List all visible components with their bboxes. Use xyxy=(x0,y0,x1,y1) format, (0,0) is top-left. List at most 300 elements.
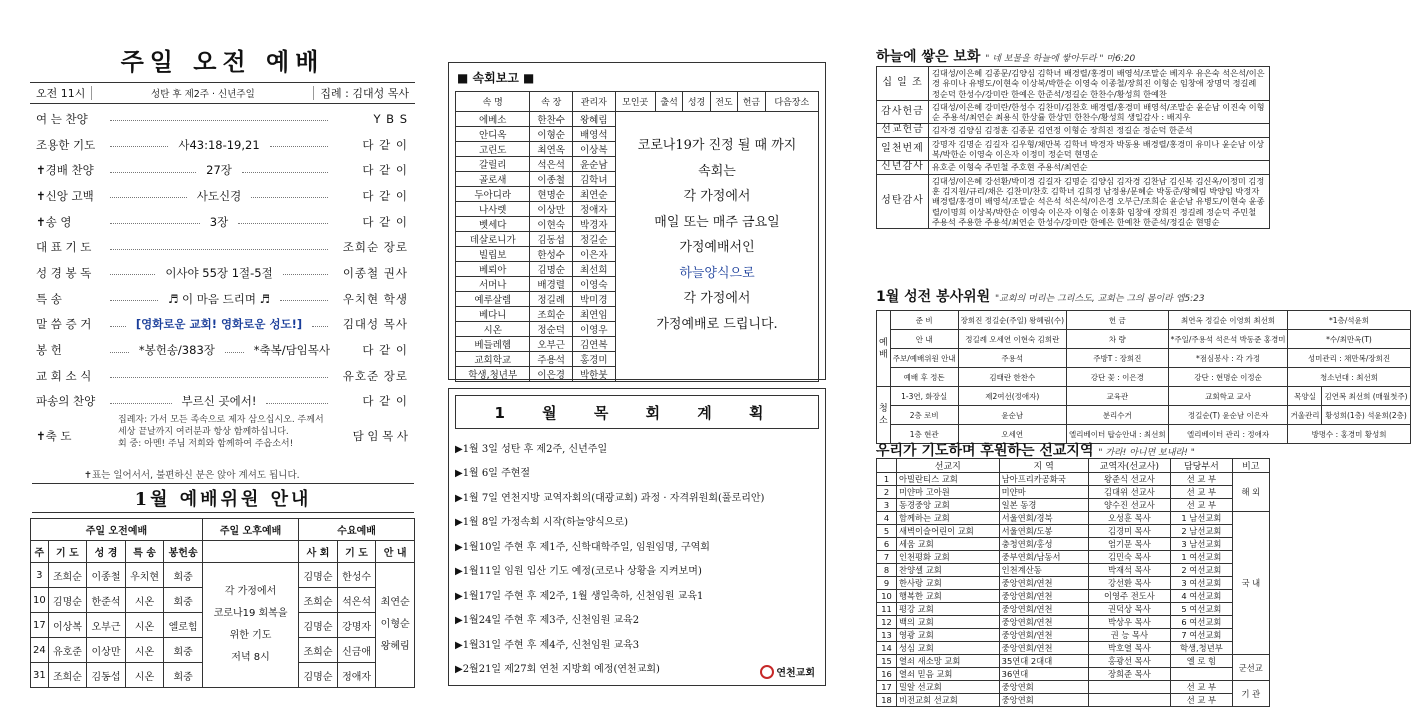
volunteers-cell: 회중 xyxy=(164,563,203,588)
missions-cell: 36연대 xyxy=(999,668,1088,681)
offering-names: 김대성/이은혜 김종문/김양심 김학녀 배경렬/홍경미 배영석/조말순 베지우 유은숙 석은석/이은경 유미나 유병도/이현숙 이상복/박한순 이영숙 이종철/장희진 이형순 임창애 장명덕 정길례 정순덕 한성수/강미란 한예은 한준석/정길순 한찬수/황성희 한예찬 xyxy=(929,67,1270,101)
offering-row xyxy=(877,174,1270,228)
monthly-plan-list xyxy=(455,435,815,680)
offering-names: 김대성/이은혜 강미란/한성수 김찬미/김찬호 배경렬/홍경미 배영석/조말순 윤순남 이진숙 이형순 주용석/최연순 최용식 한상률 한상민 한찬수/황성희 생일감사 : 배지우 xyxy=(929,100,1270,124)
church-logo: 연천교회 xyxy=(760,664,815,679)
report-cell: 윤순남 xyxy=(572,157,615,172)
volunteers-cell: 조희순 xyxy=(48,563,87,588)
missions-row xyxy=(877,681,1270,694)
report-cell: 박경자 xyxy=(572,217,615,232)
report-cell: 김명순 xyxy=(530,262,573,277)
missions-cell: 일본 동경 xyxy=(999,499,1088,512)
volunteers-cell: 이종철 xyxy=(87,563,126,588)
offering-type: 십 일 조 xyxy=(877,67,929,101)
service-time: 오전 11시 xyxy=(36,87,86,100)
missions-cell: 미얀마 xyxy=(999,486,1088,499)
order-item-leader: 다 같 이 xyxy=(362,394,409,409)
missions-cell: 엘 로 힘 xyxy=(1171,655,1232,668)
service-team-cell: 최연옥 정길순 이영희 최선희 xyxy=(1168,311,1288,330)
missions-row xyxy=(877,642,1270,655)
missions-cell: 중앙연회/연천 xyxy=(999,603,1088,616)
service-team-row xyxy=(877,311,1411,330)
volunteers-cell: 김명순 xyxy=(299,613,338,638)
order-item-leader: 다 같 이 xyxy=(362,214,408,229)
service-team-cell: 헌 금 xyxy=(1067,311,1169,330)
service-team-cell: 분리수거 xyxy=(1067,406,1169,425)
missions-cell: 2 xyxy=(877,486,897,499)
benediction-label: ✝축 도 xyxy=(36,429,72,443)
order-item-content: 3장 xyxy=(206,214,232,230)
order-item-leader: 유호준 장로 xyxy=(342,368,408,383)
report-row xyxy=(456,112,819,127)
order-item-name: ✝신앙 고백 xyxy=(36,188,94,203)
order-item-content: [영화로운 교회! 영화로운 성도!] xyxy=(132,316,306,332)
missions-cell: 박호열 목사 xyxy=(1088,642,1171,655)
offering-table xyxy=(876,66,1270,229)
missions-cell: 중앙연회/연천 xyxy=(999,629,1088,642)
missions-header: 지 역 xyxy=(999,459,1088,473)
report-cell: 김학녀 xyxy=(572,172,615,187)
service-team-cell: 오세연 xyxy=(958,425,1066,444)
report-cell: 최연순 xyxy=(572,187,615,202)
report-cell: 최선희 xyxy=(572,262,615,277)
church-logo-icon xyxy=(760,665,774,679)
missions-note: 군선교 xyxy=(1232,655,1269,681)
service-team-cell: 강단 꽃 : 이은경 xyxy=(1067,368,1169,387)
missions-cell: 1 남선교회 xyxy=(1171,512,1232,525)
volunteers-cell: 엘로힘 xyxy=(164,613,203,638)
service-team-cell: *점심봉사 : 각 가정 xyxy=(1168,349,1288,368)
missions-row xyxy=(877,590,1270,603)
order-item-leader: 조희순 장로 xyxy=(342,240,408,255)
missions-row xyxy=(877,525,1270,538)
missions-cell: 6 xyxy=(877,538,897,551)
volunteers-header: 기 도 xyxy=(337,541,376,563)
volunteers-cell: 이상만 xyxy=(87,638,126,663)
service-team-cell: 장희진 정길순(주일) 왕혜림(수) xyxy=(958,311,1066,330)
report-cell: 박미경 xyxy=(572,292,615,307)
order-item-name: 대 표 기 도 xyxy=(36,240,92,255)
afternoon-note: 각 가정에서 코로나19 회복을 위한 기도 저녁 8시 xyxy=(202,563,298,688)
report-cell: 주용석 xyxy=(530,352,573,367)
report-cell: 갈릴리 xyxy=(456,157,530,172)
report-cell: 두아디라 xyxy=(456,187,530,202)
missions-row xyxy=(877,551,1270,564)
missions-header: 교역자(선교사) xyxy=(1088,459,1171,473)
plan-item: ▶1월24일 주현 후 제3주, 신천임원 교육2 xyxy=(455,615,640,627)
missions-cell: 선 교 부 xyxy=(1171,681,1232,694)
report-cell: 시온 xyxy=(456,322,530,337)
volunteers-cell: 3 xyxy=(31,563,49,588)
service-team-row xyxy=(877,387,1411,406)
report-cell: 정애자 xyxy=(572,202,615,217)
missions-row xyxy=(877,603,1270,616)
missions-cell: 3 여선교회 xyxy=(1171,577,1232,590)
report-cell: 데살로니가 xyxy=(456,232,530,247)
report-cell: 베뢰아 xyxy=(456,262,530,277)
cell-report-title: ■ 속회보고 ■ xyxy=(457,71,535,85)
missions-row xyxy=(877,694,1270,707)
service-team-cell: 김태란 한찬수 xyxy=(958,368,1066,387)
report-message-line: 속회는 xyxy=(698,163,736,179)
report-cell: 김동섭 xyxy=(530,232,573,247)
missions-cell: 미얀마 고아원 xyxy=(897,486,1000,499)
report-message-line: 매일 또는 매주 금요일 xyxy=(654,214,780,230)
report-header: 속 장 xyxy=(530,92,573,112)
wednesday-guide: 최연순 이형순 왕혜림 xyxy=(376,563,415,688)
report-header: 출석 xyxy=(655,92,682,112)
report-cell: 최연옥 xyxy=(530,142,573,157)
missions-cell: 행복한 교회 xyxy=(897,590,1000,603)
report-header: 다음장소 xyxy=(765,92,818,112)
report-header: 관리자 xyxy=(572,92,615,112)
service-week: 성탄 후 제2주 · 신년주일 xyxy=(91,86,314,100)
missions-cell: 열쇠 새소망 교회 xyxy=(897,655,1000,668)
missions-cell: 1 여선교회 xyxy=(1171,551,1232,564)
volunteers-cell: 24 xyxy=(31,638,49,663)
missions-row xyxy=(877,629,1270,642)
volunteers-cell: 조희순 xyxy=(48,663,87,688)
missions-cell: 중앙연회 xyxy=(999,681,1088,694)
volunteers-cell: 김명순 xyxy=(299,563,338,588)
report-message-line: 가정예배서인 xyxy=(679,240,755,255)
missions-cell: 서울연회/도봉 xyxy=(999,525,1088,538)
service-team-cell: 차 량 xyxy=(1067,330,1169,349)
cell-report-box xyxy=(448,62,826,380)
order-item-leader: 다 같 이 xyxy=(362,188,408,203)
missions-row xyxy=(877,538,1270,551)
missions-cell: 7 xyxy=(877,551,897,564)
volunteers-cell: 정애자 xyxy=(337,663,376,688)
missions-cell: 2 여선교회 xyxy=(1171,564,1232,577)
missions-note: 기 관 xyxy=(1232,681,1269,707)
missions-cell: 열쇠 믿음 교회 xyxy=(897,668,1000,681)
service-title: 주일 오전 예배 xyxy=(120,47,325,76)
order-item-content: 사도신경 xyxy=(193,188,245,204)
offering-type: 감사헌금 xyxy=(877,100,929,124)
service-team-cell: 제2여선(정애자) xyxy=(958,387,1066,406)
service-team-row xyxy=(877,330,1411,349)
missions-cell: 선 교 부 xyxy=(1171,499,1232,512)
order-item-name: ✝경배 찬양 xyxy=(36,163,94,178)
missions-cell: 13 xyxy=(877,629,897,642)
order-item-content: ♬ 이 마음 드리며 ♬ xyxy=(164,291,274,307)
service-team-cell: 거울관리 xyxy=(1288,406,1322,425)
order-item-content2: *축복/담임목사 xyxy=(250,342,334,358)
missions-row xyxy=(877,616,1270,629)
missions-row xyxy=(877,577,1270,590)
missions-cell: 박재석 목사 xyxy=(1088,564,1171,577)
plan-item: ▶1월17일 주현 후 제2주, 1월 생일축하, 신천임원 교육1 xyxy=(455,590,704,602)
missions-cell: 양수진 선교사 xyxy=(1088,499,1171,512)
report-cell: 교회학교 xyxy=(456,352,530,367)
volunteers-cell: 회중 xyxy=(164,638,203,663)
offering-row xyxy=(877,100,1270,124)
missions-header: 선교지 xyxy=(897,459,1000,473)
missions-cell: 선 교 부 xyxy=(1171,486,1232,499)
missions-cell: 성심 교회 xyxy=(897,642,1000,655)
order-item-leader: Y B S xyxy=(373,111,408,126)
order-item-content: 27장 xyxy=(202,162,236,178)
missions-cell: 백의 교회 xyxy=(897,616,1000,629)
report-cell: 고린도 xyxy=(456,142,530,157)
order-item-leader: 다 같 이 xyxy=(362,163,408,178)
service-team-row xyxy=(877,406,1411,425)
order-item-leader: 우치현 학생 xyxy=(342,291,408,306)
report-cell: 홍경미 xyxy=(572,352,615,367)
order-item-name: 말 씀 증 거 xyxy=(36,317,92,332)
volunteers-cell: 김명순 xyxy=(299,663,338,688)
missions-cell xyxy=(1088,694,1171,707)
service-team-cell: 2층 로비 xyxy=(890,406,958,425)
volunteers-header: 사 회 xyxy=(299,541,338,563)
report-cell: 이형순 xyxy=(530,127,573,142)
order-item-name: 파송의 찬양 xyxy=(36,394,96,409)
report-header: 모인곳 xyxy=(615,92,655,112)
group-afternoon: 주일 오후예배 xyxy=(202,519,298,541)
service-side-label: 예배 xyxy=(877,311,891,387)
missions-row xyxy=(877,655,1270,668)
offering-row xyxy=(877,161,1270,174)
service-team-cell: 방명수 : 홍경미 황성희 xyxy=(1288,425,1410,444)
service-team-cell: *주일/주용석 석은석 박동준 홍경미 xyxy=(1168,330,1288,349)
volunteers-cell: 강명자 xyxy=(337,613,376,638)
plan-item: ▶2월21일 제27회 연천 지방회 예정(연천교회) xyxy=(455,664,660,676)
missions-cell: 김대위 선교사 xyxy=(1088,486,1171,499)
missions-cell: 김경미 목사 xyxy=(1088,525,1171,538)
order-item-name: 조용한 기도 xyxy=(36,137,96,152)
benediction-text: 집례자: 가서 모든 족속으로 제자 삼으십시오. 주께서 세상 끝날까지 여러분과 항상 함께하십니다. 회 중: 아멘! 주님 저희와 함께하여 주옵소서! xyxy=(118,415,324,449)
order-item-content: 사43:18-19,21 xyxy=(174,137,263,153)
volunteers-cell: 시온 xyxy=(125,613,164,638)
service-team-cell: 강단 : 현명순 이정순 xyxy=(1168,368,1288,387)
missions-cell: 중앙연회/연천 xyxy=(999,590,1088,603)
missions-cell: 박상우 목사 xyxy=(1088,616,1171,629)
plan-item: ▶1월11일 임원 입산 기도 예정(코로나 상황을 지켜보며) xyxy=(455,566,702,578)
report-cell: 베다니 xyxy=(456,307,530,322)
report-cell: 최연임 xyxy=(572,307,615,322)
report-cell: 이상만 xyxy=(530,202,573,217)
missions-cell: 함께하는 교회 xyxy=(897,512,1000,525)
order-item-name: ✝송 영 xyxy=(36,214,72,229)
service-team-cell: 정길례 오세연 이현숙 김희란 xyxy=(958,330,1066,349)
report-cell: 이상복 xyxy=(572,142,615,157)
missions-cell: 15 xyxy=(877,655,897,668)
missions-cell: 새벽이슬어린이 교회 xyxy=(897,525,1000,538)
plan-item: ▶1월 6일 주현절 xyxy=(455,468,531,480)
service-side-label: 청소 xyxy=(877,387,891,444)
order-item-content: *봉헌송/383장 xyxy=(135,342,219,358)
volunteers-cell: 김명순 xyxy=(48,588,87,613)
service-team-cell: 1-3연, 화장실 xyxy=(890,387,958,406)
report-cell: 오부근 xyxy=(530,337,573,352)
report-cell: 예루살렘 xyxy=(456,292,530,307)
report-cell: 현명순 xyxy=(530,187,573,202)
missions-cell: 12 xyxy=(877,616,897,629)
service-team-cell: 예배 후 정돈 xyxy=(890,368,958,387)
missions-cell: 중앙연회/연천 xyxy=(999,642,1088,655)
offering-names: 유호준 이형숙 주민철 주호현 주용석/최연순 xyxy=(929,161,1270,174)
order-item-leader: 다 같 이 xyxy=(362,137,409,152)
report-message-line: 가정예배로 드립니다. xyxy=(656,316,778,332)
service-team-cell: 청소년대 : 최선희 xyxy=(1288,368,1410,387)
missions-cell: 4 xyxy=(877,512,897,525)
missions-cell xyxy=(1088,681,1171,694)
missions-cell xyxy=(1171,668,1232,681)
missions-row xyxy=(877,668,1270,681)
missions-note: 해 외 xyxy=(1232,473,1269,512)
report-cell: 정길례 xyxy=(530,292,573,307)
service-team-cell: 교회학교 교사 xyxy=(1168,387,1288,406)
missions-cell: 5 xyxy=(877,525,897,538)
service-team-table xyxy=(876,310,1411,444)
missions-cell: 이영주 전도사 xyxy=(1088,590,1171,603)
volunteers-cell: 석은석 xyxy=(337,588,376,613)
missions-cell: 김민숙 목사 xyxy=(1088,551,1171,564)
missions-cell: 강선환 목사 xyxy=(1088,577,1171,590)
service-team-cell: 성미관리 : 채만복/장희진 xyxy=(1288,349,1410,368)
service-team-cell: 주방T : 장희진 xyxy=(1067,349,1169,368)
missions-cell: 6 여선교회 xyxy=(1171,616,1232,629)
missions-row xyxy=(877,564,1270,577)
report-header: 속 명 xyxy=(456,92,530,112)
missions-cell: 8 xyxy=(877,564,897,577)
order-item-leader: 김대성 목사 xyxy=(342,317,409,332)
missions-cell: 중앙연회/연천 xyxy=(999,616,1088,629)
missions-cell: 35연대 2대대 xyxy=(999,655,1088,668)
missions-cell: 한사랑 교회 xyxy=(897,577,1000,590)
missions-cell: 권 능 목사 xyxy=(1088,629,1171,642)
missions-row xyxy=(877,486,1270,499)
volunteers-title: 1월 예배위원 안내 xyxy=(32,483,414,513)
service-team-cell: *수/최만옥(T) xyxy=(1288,330,1410,349)
report-cell: 이종철 xyxy=(530,172,573,187)
missions-cell: 14 xyxy=(877,642,897,655)
missions-row xyxy=(877,473,1270,486)
volunteers-cell: 17 xyxy=(31,613,49,638)
treasure-header: 하늘에 쌓은 보화 " 네 보물을 하늘에 쌓아두라 " 마6:20 xyxy=(876,49,1136,65)
missions-table xyxy=(876,458,1270,707)
order-item-content: 부르신 곳에서! xyxy=(178,393,261,409)
service-team-cell: 윤순남 xyxy=(958,406,1066,425)
volunteers-cell: 조희순 xyxy=(299,588,338,613)
missions-cell: 아빌란티스 교회 xyxy=(897,473,1000,486)
missions-cell: 선 교 부 xyxy=(1171,473,1232,486)
order-item-content: 이사야 55장 1절-5절 xyxy=(161,265,276,281)
monthly-plan-box xyxy=(448,388,826,686)
service-team-cell: 주보/예배위원 안내 xyxy=(890,349,958,368)
missions-cell: 오성훈 목사 xyxy=(1088,512,1171,525)
volunteers-cell: 한성수 xyxy=(337,563,376,588)
service-team-cell: 엘리베이터 탑승안내 : 최선희 xyxy=(1067,425,1169,444)
offering-row xyxy=(877,67,1270,101)
report-cell: 석은석 xyxy=(530,157,573,172)
missions-row xyxy=(877,512,1270,525)
volunteers-cell: 시온 xyxy=(125,588,164,613)
missions-cell: 찬양셀 교회 xyxy=(897,564,1000,577)
report-header: 전도 xyxy=(710,92,737,112)
volunteers-cell: 유호준 xyxy=(48,638,87,663)
plan-item: ▶1월 7일 연천지방 교역자회의(대광교회) 과정 · 자격위원회(풀로리안) xyxy=(455,492,765,504)
volunteers-cell: 회중 xyxy=(164,663,203,688)
volunteers-cell: 10 xyxy=(31,588,49,613)
volunteers-cell: 우치현 xyxy=(125,563,164,588)
report-cell: 벳세다 xyxy=(456,217,530,232)
missions-cell: 밀알 선교회 xyxy=(897,681,1000,694)
missions-cell: 왕준식 선교사 xyxy=(1088,473,1171,486)
missions-cell: 홍광선 목사 xyxy=(1088,655,1171,668)
volunteers-cell: 시온 xyxy=(125,638,164,663)
report-message-line: 각 가정에서 xyxy=(683,291,751,306)
missions-cell: 선 교 부 xyxy=(1171,694,1232,707)
service-team-cell: *1층/석윤희 xyxy=(1288,311,1410,330)
missions-cell: 영광 교회 xyxy=(897,629,1000,642)
report-cell: 박한붓 xyxy=(572,367,615,382)
missions-cell: 5 여선교회 xyxy=(1171,603,1232,616)
missions-cell: 10 xyxy=(877,590,897,603)
volunteers-cell: 회중 xyxy=(164,588,203,613)
missions-cell: 인천평화 교회 xyxy=(897,551,1000,564)
missions-cell: 권덕상 목사 xyxy=(1088,603,1171,616)
missions-cell: 세움 교회 xyxy=(897,538,1000,551)
volunteers-header: 성 경 xyxy=(87,541,126,563)
missions-header xyxy=(877,459,897,473)
volunteers-header: 안 내 xyxy=(376,541,415,563)
missions-cell: 서울연회/경북 xyxy=(999,512,1088,525)
missions-cell: 9 xyxy=(877,577,897,590)
report-cell: 골로새 xyxy=(456,172,530,187)
missions-header-row xyxy=(877,459,1270,473)
missions-cell: 7 여선교회 xyxy=(1171,629,1232,642)
volunteers-header: 주 xyxy=(31,541,49,563)
order-item-name: 성 경 봉 독 xyxy=(36,265,92,280)
volunteers-cell: 이상복 xyxy=(48,613,87,638)
missions-cell: 인천계산동 xyxy=(999,564,1088,577)
offering-type: 신년감사 xyxy=(877,161,929,174)
report-header: 성경 xyxy=(683,92,710,112)
plan-item: ▶1월31일 주현 후 제4주, 신천임원 교육3 xyxy=(455,639,640,651)
report-cell: 이은자 xyxy=(572,247,615,262)
service-team-cell: 안 내 xyxy=(890,330,958,349)
report-cell: 한찬수 xyxy=(530,112,573,127)
missions-cell: 충청연회/홍성 xyxy=(999,538,1088,551)
missions-cell: 2 남선교회 xyxy=(1171,525,1232,538)
report-cell: 에베소 xyxy=(456,112,530,127)
missions-header: 우리가 기도하며 후원하는 선교지역 " 가라! 아니면 보내라! " xyxy=(876,443,1195,459)
missions-header: 담당부서 xyxy=(1171,459,1232,473)
missions-cell: 1 xyxy=(877,473,897,486)
volunteers-header: 기 도 xyxy=(48,541,87,563)
report-cell: 빌립보 xyxy=(456,247,530,262)
volunteers-cell: 김동섭 xyxy=(87,663,126,688)
service-team-header: 1월 성전 봉사위원 "교회의 머리는 그리스도, 교회는 그의 몸이라 엡5:23 xyxy=(876,289,1205,305)
service-team-cell: 목양실 xyxy=(1288,387,1322,406)
monthly-plan-title: 1 월 목 회 계 획 xyxy=(455,395,819,429)
volunteers-header: 봉헌송 xyxy=(164,541,203,563)
missions-cell: 남아프리카공화국 xyxy=(999,473,1088,486)
report-cell: 배영석 xyxy=(572,127,615,142)
missions-header: 비고 xyxy=(1232,459,1269,473)
service-team-cell: 황성희(1층) 석윤희(2층) xyxy=(1322,406,1410,425)
offering-row xyxy=(877,137,1270,161)
benediction-leader: 담 임 목 사 xyxy=(352,429,408,443)
volunteers-cell: 31 xyxy=(31,663,49,688)
missions-cell: 중부연회/남동서 xyxy=(999,551,1088,564)
missions-cell: 학생,청년부 xyxy=(1171,642,1232,655)
missions-row xyxy=(877,499,1270,512)
offering-column xyxy=(848,0,1408,723)
report-cell: 정순덕 xyxy=(530,322,573,337)
